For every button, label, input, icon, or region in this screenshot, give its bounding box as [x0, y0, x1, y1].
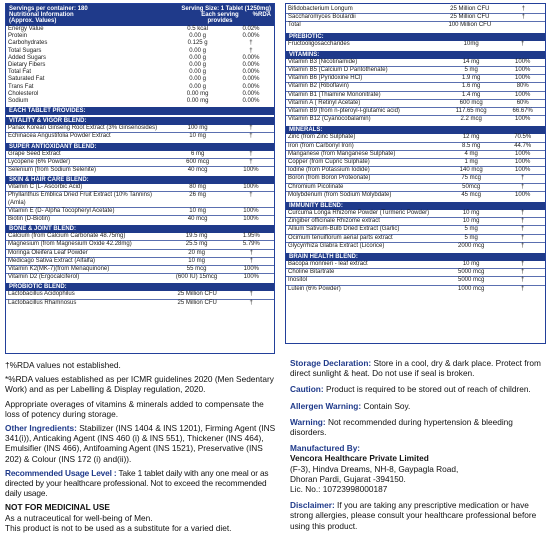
ingredient-amount: 25 Million CFU [177, 291, 217, 298]
ingredient-amount: 10 mg [462, 261, 480, 268]
ingredient-amount: 40 mcg [167, 167, 228, 175]
ingredient-name: Vitamin B1 (Thiamine Mononitrate) [286, 91, 442, 99]
ingredient-amount: 100 mg [187, 125, 208, 132]
ingredient-rda: † [249, 291, 253, 298]
table-row [286, 167, 545, 175]
each-serving-label: Each serving [201, 12, 239, 18]
substitute-note: This product is not to be used as a substitute for a varied diet. [5, 522, 232, 533]
ingredient-name: Vitamin B5 (Calcium D Pantothenate) [286, 67, 442, 75]
ingredient-amount: 2.2 mcg [442, 116, 500, 124]
section-header: SUPER ANTIOXIDANT BLEND: [6, 143, 274, 151]
rda-note-dagger: †%RDA values not established. [5, 360, 121, 370]
section-table [286, 210, 545, 250]
ingredient-amount: 4 mg [442, 150, 500, 158]
storage-text: Store in a cool, dry & dark place. Protect from direct sunlight & heat. Do not use if seal is broken. [290, 358, 541, 379]
usage-text: Take 1 tablet daily with any one meal or as directed by your healthcare professional. Not to exceed the recommended daily usage. [5, 467, 269, 499]
table-row [286, 210, 545, 218]
manufacturer-address-1: (F-3), Hindva Dreams, NH-8, Gaypagla Road, [290, 463, 459, 474]
ingredient-rda: † [500, 175, 545, 183]
ingredient-amount: 55 mcg [165, 266, 229, 274]
ingredient-rda: 66.67% [500, 108, 545, 116]
ingredient-rda: † [500, 234, 545, 242]
section-table [286, 134, 545, 199]
ingredient-name: Vitamin A ( Retinyl Acetate) [286, 99, 442, 107]
ingredient-amount: 25.5 mg [165, 241, 229, 249]
ingredient-name: Iodine (from Potassium Iodide) [286, 167, 442, 175]
ingredient-rda: † [500, 226, 545, 234]
table-row [6, 207, 274, 215]
ingredient-amount: 1.4 mg [442, 91, 500, 99]
table-row [6, 192, 274, 207]
disclaimer-label: Disclaimer: [290, 500, 335, 511]
ingredient-name: Vitamin E (D- Alpha Tocopheryl Acetate) [6, 207, 167, 215]
table-row [286, 83, 545, 91]
section-header: SKIN & HAIR CARE BLEND: [6, 176, 274, 184]
ingredient-rda: 0.00% [242, 76, 260, 83]
ingredient-rda: † [500, 183, 545, 191]
nutrition-facts-panel [5, 3, 275, 354]
ingredient-rda: † [228, 133, 274, 141]
table-row [286, 175, 545, 183]
ingredient-name: Sodium [8, 98, 29, 105]
manufactured-by-label: Manufactured By: [290, 443, 361, 454]
ingredient-amount: 40 mcg [167, 216, 228, 224]
not-medicinal-use: NOT FOR MEDICINAL USE [5, 502, 110, 513]
disclaimer [290, 500, 546, 531]
section-header: MINERALS: [286, 126, 545, 134]
table-row [286, 67, 545, 75]
table-row [6, 76, 274, 83]
ingredient-name: Panax Korean Ginseng Root Extract (3% Ginsenosides) [8, 125, 158, 132]
ingredient-name: Echinacea Angustifolia Powder Extract [6, 133, 167, 141]
manufacturer-address-2: Dhoran Pardi, Gujarat -394150. [290, 473, 406, 484]
table-row [6, 291, 274, 299]
ingredient-amount: 8.5 mg [442, 142, 500, 150]
ingredient-name: Choline Bitartrate [286, 269, 442, 277]
ingredient-rda: 100% [500, 75, 545, 83]
ingredient-rda: 100% [500, 159, 545, 167]
table-row [6, 249, 274, 257]
ingredient-rda: † [229, 249, 274, 257]
section-table [6, 291, 274, 306]
ingredient-rda: † [521, 6, 525, 12]
table-row [6, 216, 274, 224]
ingredient-amount: (600 IU) 15mcg [165, 274, 229, 282]
table-row [286, 6, 545, 14]
ingredient-name: Ocimum tenuiflorum aerial parts extract [286, 234, 442, 242]
manufacturer-block [290, 443, 546, 494]
ingredient-name: Total Fat [8, 69, 32, 76]
section-table [6, 125, 274, 140]
ingredient-amount: 0.5 kcal [187, 26, 208, 32]
servings-per-container: Servings per container: 180 [9, 6, 88, 12]
ingredient-name: Bacopa monnieri - leaf extract [288, 261, 368, 268]
ingredient-amount: 19.5 mg [185, 233, 208, 240]
ingredient-name: Phyllanthus Emblica Dried Fruit Extract (10% Tannins) (Amla) [6, 192, 167, 207]
ingredient-amount: 0.00 g [189, 69, 206, 76]
ingredient-amount: 45 mcg [442, 191, 500, 199]
ingredient-amount: 0.00 g [189, 83, 206, 90]
ingredient-rda: 60% [500, 99, 545, 107]
table-row [6, 84, 274, 91]
table-row [286, 22, 545, 30]
section-table [286, 41, 545, 48]
ingredient-rda: 44.7% [500, 142, 545, 150]
approx-values-label: (Approx. Values) [9, 18, 57, 24]
table-row [6, 274, 274, 282]
ingredient-amount: 5 mg [442, 234, 500, 242]
ingredient-amount: 26 mg [167, 192, 228, 207]
warning [290, 417, 546, 437]
ingredient-amount: 6 mg [190, 150, 205, 157]
left-blend-sections [6, 107, 274, 307]
ingredient-rda: † [500, 285, 545, 293]
ingredient-name: Vitamin B6 (Pyridoxine HCl) [286, 75, 442, 83]
table-row [286, 191, 545, 199]
ingredient-amount: 10 mg [442, 218, 500, 226]
table-row [286, 116, 545, 124]
table-row [6, 98, 274, 105]
ingredient-amount: 117.65 mcg [442, 108, 500, 116]
ingredient-amount: 10mg [463, 40, 479, 47]
ingredient-name: Grape Seed Extract [8, 150, 61, 157]
section-header: VITAMINS: [286, 51, 545, 59]
ingredient-name: Added Sugars [8, 54, 47, 61]
ingredient-amount: 25 Million CFU [438, 14, 501, 22]
section-header: PREBIOTIC: [286, 33, 545, 41]
ingredient-rda: † [228, 299, 274, 307]
ingredient-rda: † [249, 125, 253, 132]
ingredient-amount: 12 mg [462, 134, 480, 141]
ingredient-name: Vitamin D2 (Ergocalciferol) [6, 274, 165, 282]
section-header: PROBIOTIC BLEND: [6, 283, 274, 291]
section-table [6, 233, 274, 281]
ingredients-panel [285, 3, 546, 344]
ingredient-rda: † [521, 261, 525, 268]
ingredient-name: Biotin (D-Biotin) [6, 216, 167, 224]
ingredient-amount: 0.00 mg [186, 98, 209, 105]
table-row [286, 285, 545, 293]
table-row [6, 40, 274, 47]
ingredient-rda: 0.00% [242, 83, 260, 90]
caution [290, 384, 546, 394]
probiotic-continuation-table [286, 6, 545, 30]
ingredient-rda: 0.00% [242, 98, 260, 105]
ingredient-amount: 600 mcg [167, 158, 228, 166]
ingredient-rda: † [521, 40, 525, 47]
ingredient-name: Zinc (from Zinc Sulphate) [288, 134, 356, 141]
table-row [6, 33, 274, 40]
rda-header: %RDA [252, 12, 271, 18]
table-row [6, 151, 274, 159]
table-row [286, 218, 545, 226]
ingredient-rda: 100% [500, 150, 545, 158]
ingredient-amount: 10 mg [167, 207, 228, 215]
ingredient-amount: 5 mg [442, 67, 500, 75]
ingredient-amount: 1000 mcg [442, 285, 500, 293]
table-row [286, 59, 545, 67]
ingredient-rda: 100% [500, 191, 545, 199]
ingredient-rda: † [500, 269, 545, 277]
manufacturer-name: Vencora Healthcare Private Limited [290, 453, 429, 464]
left-notes [5, 360, 277, 533]
right-blend-sections [286, 33, 545, 293]
ingredient-name: Selenium (from Sodium Selenite) [6, 167, 167, 175]
section-table [286, 261, 545, 293]
ingredient-name: Vitamin K2(MK-7)(from Menaquinone) [6, 266, 165, 274]
table-row [6, 299, 274, 307]
ingredient-amount: 25 Million CFU [450, 6, 490, 12]
table-row [6, 26, 274, 33]
section-table [6, 184, 274, 223]
table-row [6, 48, 274, 55]
other-ingredients [5, 423, 277, 464]
ingredient-name: Chromium Picolinate [286, 183, 442, 191]
ingredient-name: Lutein (6% Powder) [286, 285, 442, 293]
table-row [6, 133, 274, 141]
ingredient-rda: 0.00% [242, 69, 260, 76]
ingredient-name: Lycopene (6% Powder) [6, 158, 167, 166]
table-row [286, 277, 545, 285]
ingredient-name: Boron (from Boron Proteonate) [286, 175, 442, 183]
ingredient-amount: 75 mcg [442, 175, 500, 183]
ingredient-name: Lactobacillus Acidophilus [8, 291, 75, 298]
ingredient-name: Zingiber officinale Rhizome extract [286, 218, 442, 226]
rda-note-icmr: *%RDA values established as per ICMR guidelines 2020 (Men Sedentary Work) and as per Labelling & Display regulation, 2020. [5, 374, 274, 395]
table-row [6, 241, 274, 249]
ingredient-rda: 100% [229, 274, 274, 282]
ingredient-name: Total Sugars [8, 47, 42, 54]
storage-declaration [290, 358, 546, 378]
ingredient-amount: 10 mg [167, 133, 228, 141]
ingredient-rda: 0.00% [242, 54, 260, 61]
table-row [6, 233, 274, 241]
section-header: EACH TABLET PROVIDES: [6, 107, 274, 115]
ingredient-name: Energy Value [8, 26, 44, 32]
caution-label: Caution: [290, 384, 324, 395]
ingredient-name: Manganese (from Manganese Sulphate) [286, 150, 442, 158]
ingredient-name: Curcuma Longa Rhizome Powder (Turmeric Powder) [288, 210, 430, 217]
ingredient-name: Fructooligosaccharides [288, 40, 350, 47]
ingredient-name: Saccharomyces Boulardii [286, 14, 438, 22]
ingredient-amount: 0.00 mg [186, 90, 209, 97]
ingredient-rda: † [228, 158, 274, 166]
ingredient-rda: † [249, 40, 253, 47]
ingredient-name: Vitamin B12 (Cyanocobalamin) [286, 116, 442, 124]
storage-label: Storage Declaration: [290, 358, 372, 368]
license-number: Lic. No.: 10723998000187 [290, 484, 388, 495]
table-row [6, 69, 274, 76]
ingredient-name: Total [286, 22, 438, 30]
ingredient-amount: 50mcg [442, 183, 500, 191]
ingredient-rda: 100% [500, 91, 545, 99]
ingredient-rda: 80% [500, 83, 545, 91]
ingredient-name: Cholesterol [8, 90, 39, 97]
ingredient-rda: † [228, 192, 274, 207]
ingredient-amount: 0.00 g [189, 54, 206, 61]
ingredient-rda: 100% [500, 116, 545, 124]
ingredient-amount: 2000 mcg [442, 242, 500, 250]
table-row [286, 150, 545, 158]
other-ingredients-label: Other Ingredients: [5, 423, 77, 434]
ingredient-rda: 100% [500, 67, 545, 75]
right-notes [290, 358, 546, 535]
ingredient-rda: 100% [228, 167, 274, 175]
ingredient-amount: 20 mg [165, 249, 229, 257]
ingredient-rda: † [502, 14, 545, 22]
ingredient-name: Allium Sativum-Bulb Dried Extract (Garlic) [286, 226, 442, 234]
ingredient-name: Vitamin B3 (Nicotinamide) [288, 58, 358, 65]
ingredient-amount: 600 mcg [442, 99, 500, 107]
caution-text: Product is required to be stored out of reach of children. [323, 384, 531, 395]
ingredient-amount: 80 mg [189, 184, 206, 191]
allergen-label: Allergen Warning: [290, 400, 362, 411]
ingredient-amount: 0.125 g [187, 40, 208, 47]
ingredient-amount: 0.00 g [189, 47, 206, 54]
ingredient-amount: 14 mg [462, 58, 480, 65]
ingredient-rda: † [229, 257, 274, 265]
allergen-warning [290, 401, 546, 411]
ingredient-rda [502, 22, 545, 30]
ingredient-rda: 0.00% [242, 33, 260, 40]
ingredient-rda: † [500, 277, 545, 285]
ingredient-rda: † [249, 47, 253, 54]
other-ingredients-text: Stabilizer (INS 1404 & INS 1201), Firming Agent (INS 341(i)), Anticaking Agent (INS 460 (i) & INS 551), Thickener (INS 464), Emulsifier (INS 466), Antifoaming Agent (INS 1521), Preservative (INS 202) & Colour (INS 172 (i) and(ii)). [5, 423, 276, 464]
table-row [6, 266, 274, 274]
usage-level [5, 468, 277, 499]
table-row [286, 261, 545, 269]
ingredient-name: Vitamin B9 (from n-pteroyl-l-glutamic acid) [286, 108, 442, 116]
ingredient-name: Glycyrrhiza Glabra Extract (Licorice) [286, 242, 442, 250]
ingredient-amount: 5 mg [442, 226, 500, 234]
table-row [6, 167, 274, 175]
ingredient-rda: 70.5% [514, 134, 532, 141]
ingredient-amount: 10 mg [165, 257, 229, 265]
ingredient-name: Dietary Fibers [8, 62, 46, 69]
serving-size: Serving Size: 1 Tablet (1250mg) [181, 6, 271, 12]
ingredient-name: Protein [8, 33, 28, 40]
ingredient-amount: 5000 mcg [442, 269, 500, 277]
table-row [286, 99, 545, 107]
ingredient-rda: † [521, 210, 525, 217]
ingredient-rda: † [249, 150, 253, 157]
ingredient-name: Lactobacillus Rhamnosus [6, 299, 166, 307]
section-header: BRAIN HEALTH BLEND: [286, 253, 545, 261]
ingredient-amount: 5000 mcg [442, 277, 500, 285]
ingredient-rda: 1.95% [242, 233, 260, 240]
ingredient-name: Trans Fat [8, 83, 34, 90]
ingredient-rda: 0.02% [242, 26, 260, 32]
section-header: BONE & JOINT BLEND: [6, 225, 274, 233]
ingredient-name: Iron (from Carbonyl Iron) [286, 142, 442, 150]
warning-label: Warning: [290, 416, 326, 427]
ingredient-amount: 1.9 mg [442, 75, 500, 83]
table-row [286, 142, 545, 150]
ingredient-rda: 100% [228, 207, 274, 215]
ingredient-rda: 100% [500, 167, 545, 175]
ingredient-name: Vitamin C (L- Ascorbic Acid) [8, 184, 83, 191]
section-table [286, 59, 545, 124]
ingredient-name: Medicago Sativa Extract (Alfalfa) [6, 257, 165, 265]
ingredient-rda: † [500, 242, 545, 250]
ingredient-amount: 140 mcg [442, 167, 500, 175]
table-row [286, 134, 545, 142]
ingredient-amount: 100 Million CFU [438, 22, 501, 30]
table-row [6, 257, 274, 265]
table-row [286, 242, 545, 250]
ingredient-amount: 0.00 g [189, 76, 206, 83]
ingredient-rda: 100% [515, 58, 531, 65]
ingredient-amount: 1 mg [442, 159, 500, 167]
table-row [286, 108, 545, 116]
table-row [286, 226, 545, 234]
nutraceutical-note: As a nutraceutical for well-being of Men. [5, 512, 153, 523]
table-row [286, 159, 545, 167]
nutritional-info-label: Nutritional Information [9, 12, 74, 18]
table-row [6, 158, 274, 166]
ingredient-name: Calcium (from Calcium Carbonate 48.75mg) [8, 233, 126, 240]
section-table [6, 151, 274, 175]
ingredient-name: Magnesium (from Magnesium Oxide 42.28mg) [6, 241, 165, 249]
table-row [286, 14, 545, 22]
table-row [6, 55, 274, 62]
ingredient-amount: 25 Million CFU [166, 299, 228, 307]
usage-label: Recommended Usage Level : [5, 467, 117, 478]
overages-note: Appropriate overages of vitamins & minerals added to compensate the loss of potency during storage. [5, 398, 264, 419]
ingredient-name: Vitamin B2 (Riboflavin) [286, 83, 442, 91]
table-row [286, 75, 545, 83]
ingredient-amount: 0.00 g [189, 33, 206, 40]
ingredient-name: Carbohydrates [8, 40, 48, 47]
ingredient-rda: 0.00% [242, 62, 260, 69]
provides-label: provides [207, 18, 233, 24]
ingredient-name: Saturated Fat [8, 76, 45, 83]
table-row [6, 184, 274, 192]
ingredient-rda: 0.00% [242, 90, 260, 97]
table-row [286, 269, 545, 277]
section-header: VITALITY & VIGOR BLEND: [6, 117, 274, 125]
disclaimer-text: If you are taking any prescriptive medication or have strong allergies, please consult your healthcare professional before using this product. [290, 500, 537, 531]
table-row [286, 41, 545, 48]
ingredient-rda: 100% [243, 184, 259, 191]
section-header: IMMUNITY BLEND: [286, 202, 545, 210]
ingredient-name: Copper (from Cupric Sulphate) [286, 159, 442, 167]
table-row [286, 91, 545, 99]
table-row [6, 62, 274, 69]
table-row [6, 125, 274, 133]
ingredient-rda: 100% [229, 266, 274, 274]
nutrition-table [6, 26, 274, 105]
table-row [286, 234, 545, 242]
ingredient-amount: 1.6 mg [442, 83, 500, 91]
ingredient-rda: † [500, 218, 545, 226]
table-row [6, 91, 274, 98]
warning-text: Not recommended during hypertension & bleeding disorders. [290, 416, 513, 438]
ingredient-rda: 100% [228, 216, 274, 224]
allergen-text: Contain Soy. [361, 400, 411, 411]
ingredient-rda: 5.79% [229, 241, 274, 249]
table-row [286, 183, 545, 191]
ingredient-name: Bifidobacterium Longum [288, 6, 353, 12]
ingredient-name: Moringa Oleifera Leaf Powder [6, 249, 165, 257]
ingredient-name: Molybdenum (from Sodium Molybdate) [286, 191, 442, 199]
ingredient-amount: 10 mg [462, 210, 480, 217]
ingredient-name: Inositol [286, 277, 442, 285]
ingredient-amount: 0.00 g [189, 62, 206, 69]
nutrition-header [6, 4, 274, 26]
